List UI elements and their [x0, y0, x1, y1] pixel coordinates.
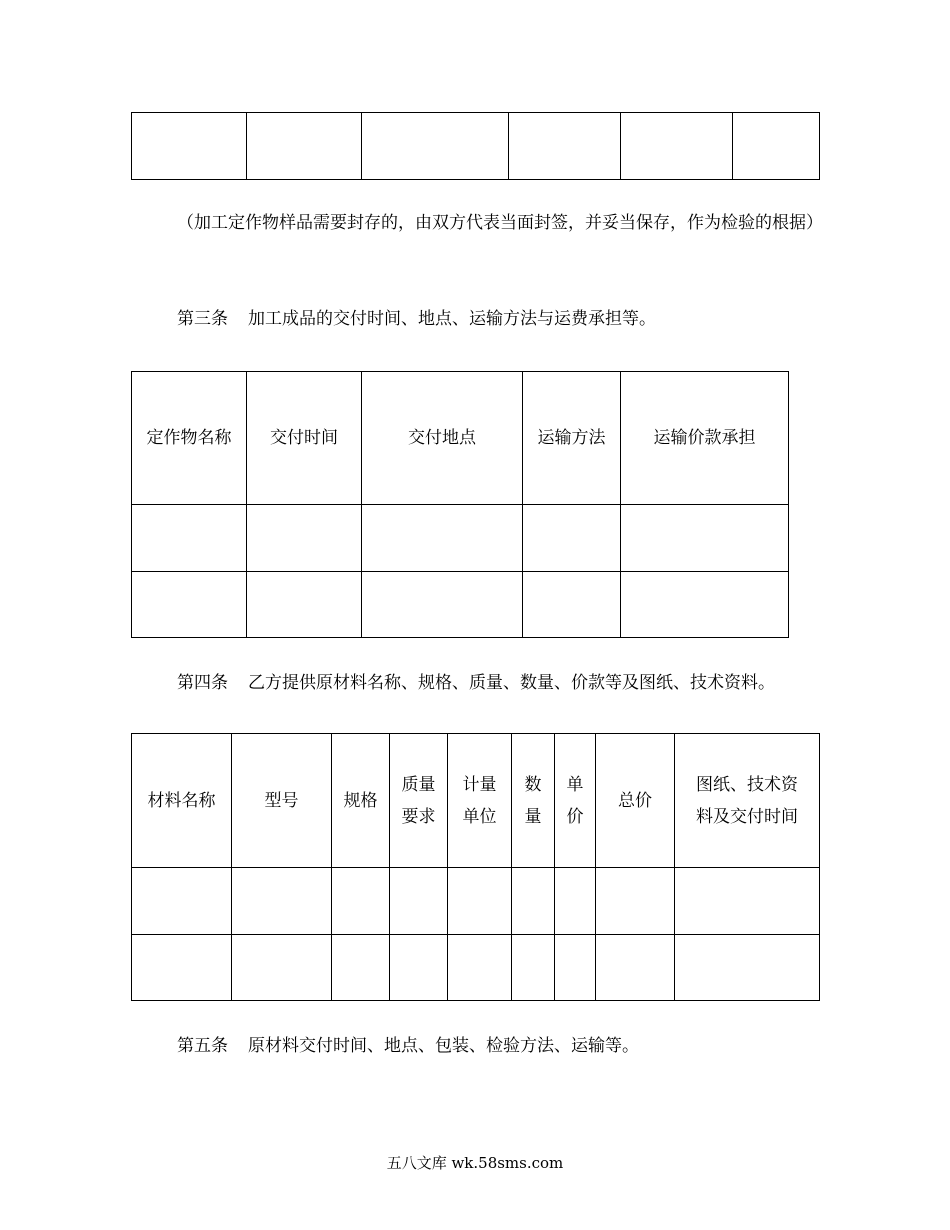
column-header: 规格 [332, 734, 390, 868]
article-5-text: 原材料交付时间、地点、包装、检验方法、运输等。 [248, 1036, 639, 1056]
article-5 [177, 1030, 639, 1062]
column-header: 图纸、技术资料及交付时间 [675, 734, 820, 868]
table-cell [621, 572, 789, 638]
table-cell [621, 505, 789, 572]
table-cell [555, 868, 596, 935]
table-header-row [132, 372, 789, 505]
table-cell [132, 572, 247, 638]
materials-table [131, 733, 820, 1001]
table-header-row [132, 734, 820, 868]
table-cell [232, 868, 332, 935]
column-header: 质量要求 [390, 734, 448, 868]
article-3-text: 加工成品的交付时间、地点、运输方法与运费承担等。 [248, 309, 656, 329]
article-4-label: 第四条 [177, 673, 228, 693]
table-cell [621, 113, 733, 180]
column-header: 单价 [555, 734, 596, 868]
table-row [132, 868, 820, 935]
column-header: 总价 [596, 734, 675, 868]
table-cell [523, 505, 621, 572]
table-cell [362, 572, 523, 638]
table-cell [390, 868, 448, 935]
table-cell [247, 572, 362, 638]
page-footer: 五八文库 wk.58sms.com [386, 1154, 564, 1172]
table-cell [555, 935, 596, 1001]
table-cell [523, 572, 621, 638]
table-cell [675, 868, 820, 935]
table-cell [132, 935, 232, 1001]
table-cell [512, 935, 555, 1001]
column-header: 材料名称 [132, 734, 232, 868]
table-row [132, 572, 789, 638]
table-cell [362, 113, 509, 180]
column-header: 型号 [232, 734, 332, 868]
table-cell [448, 868, 512, 935]
table-cell [247, 505, 362, 572]
article-3 [177, 303, 656, 335]
table-cell [132, 505, 247, 572]
table-cell [675, 935, 820, 1001]
column-header: 定作物名称 [132, 372, 247, 505]
column-header: 计量单位 [448, 734, 512, 868]
table-cell [596, 935, 675, 1001]
column-header: 交付地点 [362, 372, 523, 505]
table-cell [733, 113, 820, 180]
table-cell [247, 113, 362, 180]
table-cell [448, 935, 512, 1001]
table-cell [509, 113, 621, 180]
article-3-label: 第三条 [177, 309, 228, 329]
article-4 [177, 667, 775, 699]
article-5-label: 第五条 [177, 1036, 228, 1056]
table-cell [332, 868, 390, 935]
table-cell [596, 868, 675, 935]
delivery-table [131, 371, 789, 638]
table-cell [332, 935, 390, 1001]
table-cell [512, 868, 555, 935]
article-4-text: 乙方提供原材料名称、规格、质量、数量、价款等及图纸、技术资料。 [248, 673, 775, 693]
table-cell [390, 935, 448, 1001]
table-cell [132, 113, 247, 180]
table-cell [362, 505, 523, 572]
table-row [132, 935, 820, 1001]
table-row [132, 505, 789, 572]
table-cell [232, 935, 332, 1001]
column-header: 数量 [512, 734, 555, 868]
column-header: 运输方法 [523, 372, 621, 505]
table-row [132, 113, 820, 180]
continued-table [131, 112, 820, 180]
column-header: 运输价款承担 [621, 372, 789, 505]
column-header: 交付时间 [247, 372, 362, 505]
sample-note: （加工定作物样品需要封存的，由双方代表当面封签，并妥当保存，作为检验的根据） [177, 213, 823, 233]
table-cell [132, 868, 232, 935]
